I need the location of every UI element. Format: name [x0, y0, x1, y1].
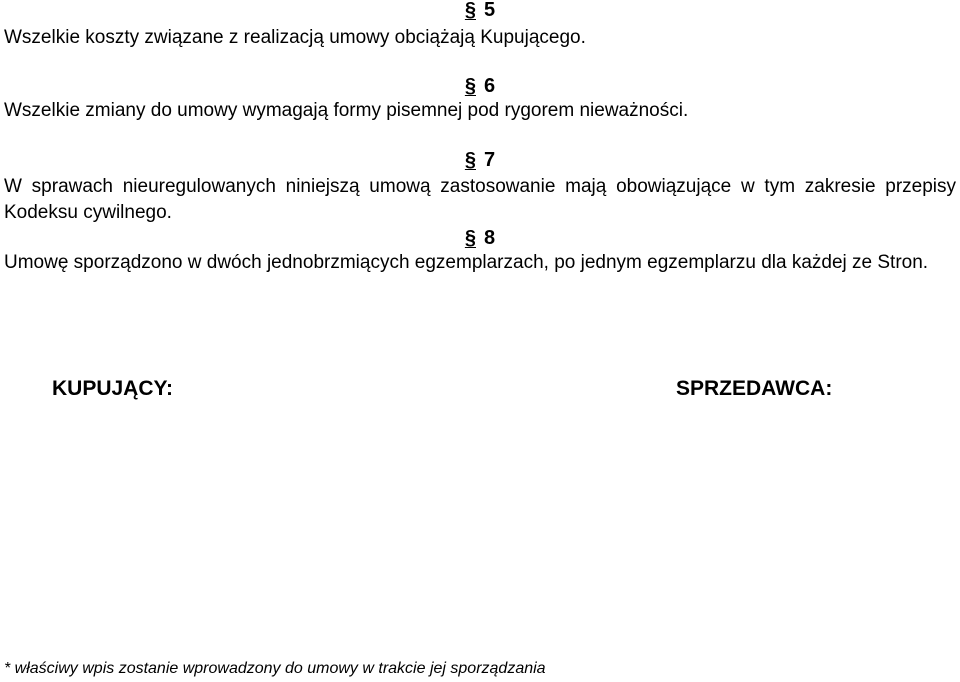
section-8-text: Umowę sporządzono w dwóch jednobrzmiących egzemplarzach, po jednym egzemplarzu dla każdej ze Stron. — [4, 252, 929, 273]
section-number: 7 — [484, 149, 496, 171]
buyer-signature-label: KUPUJĄCY: — [52, 377, 173, 400]
section-number: 8 — [484, 227, 496, 249]
section-number: 5 — [484, 0, 496, 21]
section-7-text: W sprawach nieuregulowanych niniejszą umową zastosowanie mają obowiązujące w tym zakresie przepisy Kodeksu cywilnego. — [4, 176, 956, 223]
section-6-heading — [0, 74, 960, 98]
section-8-heading — [0, 226, 960, 250]
section-6-text: Wszelkie zmiany do umowy wymagają formy pisemnej pod rygorem nieważności. — [4, 100, 689, 121]
paragraph-symbol: § — [464, 75, 476, 97]
section-5-text: Wszelkie koszty związane z realizacją umowy obciążają Kupującego. — [4, 27, 586, 48]
paragraph-symbol: § — [464, 227, 476, 249]
section-7-heading — [0, 148, 960, 172]
footnote: * właściwy wpis zostanie wprowadzony do umowy w trakcie jej sporządzania — [4, 660, 546, 677]
section-number: 6 — [484, 75, 496, 97]
section-5-heading — [0, 0, 960, 22]
paragraph-symbol: § — [464, 0, 476, 21]
seller-signature-label: SPRZEDAWCA: — [676, 377, 833, 400]
paragraph-symbol: § — [464, 149, 476, 171]
